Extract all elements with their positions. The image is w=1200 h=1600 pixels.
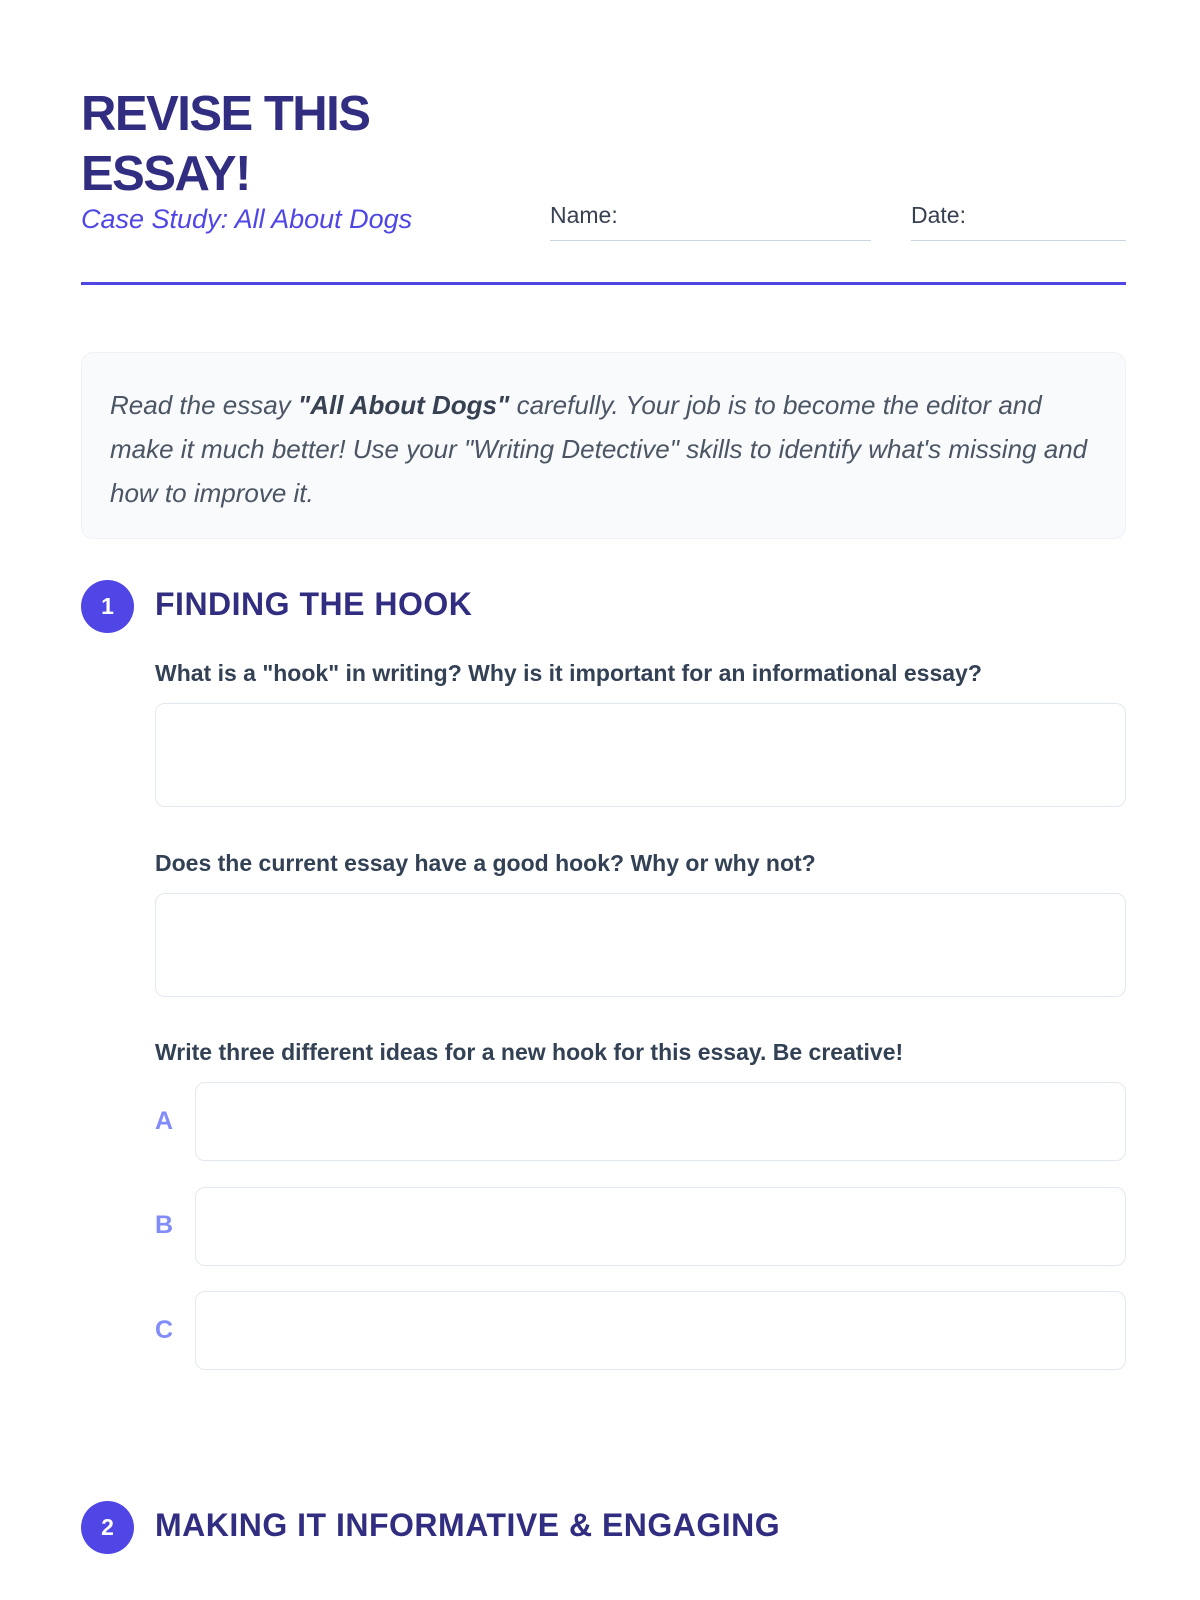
section-number-badge: 1 <box>81 580 134 633</box>
section-title: FINDING THE HOOK <box>155 586 473 622</box>
question-text: Write three different ideas for a new hook for this essay. Be creative! <box>155 1039 904 1065</box>
option-label-a: A <box>155 1107 174 1135</box>
name-label: Name: <box>550 202 618 228</box>
answer-box[interactable] <box>155 893 1126 997</box>
date-label: Date: <box>911 202 966 228</box>
question-text: Does the current essay have a good hook? Why or why not? <box>155 850 816 876</box>
section-number-badge: 2 <box>81 1501 134 1554</box>
option-label-b: B <box>155 1211 174 1239</box>
essay-title: "All About Dogs" <box>297 390 510 420</box>
instructions-box <box>81 352 1126 539</box>
question-text: What is a "hook" in writing? Why is it important for an informational essay? <box>155 660 982 686</box>
intro-text-end: carefully. Your job is to become the editor and make it much better! Use your "Writing Detective" skills to identify what's missing and how to improve it. <box>110 390 1088 508</box>
answer-box[interactable] <box>155 703 1126 807</box>
date-field[interactable] <box>911 200 1126 241</box>
intro-text-start: Read the essay <box>110 390 298 420</box>
page-title: REVISE THIS ESSAY! <box>81 87 370 201</box>
section-title: MAKING IT INFORMATIVE & ENGAGING <box>155 1507 781 1543</box>
hook-idea-a-box[interactable] <box>195 1082 1126 1161</box>
hook-idea-b-box[interactable] <box>195 1187 1126 1266</box>
header-divider <box>81 282 1126 285</box>
option-label-c: C <box>155 1316 174 1344</box>
hook-idea-c-box[interactable] <box>195 1291 1126 1370</box>
page-subtitle: Case Study: All About Dogs <box>81 204 413 234</box>
name-field[interactable] <box>550 200 871 241</box>
